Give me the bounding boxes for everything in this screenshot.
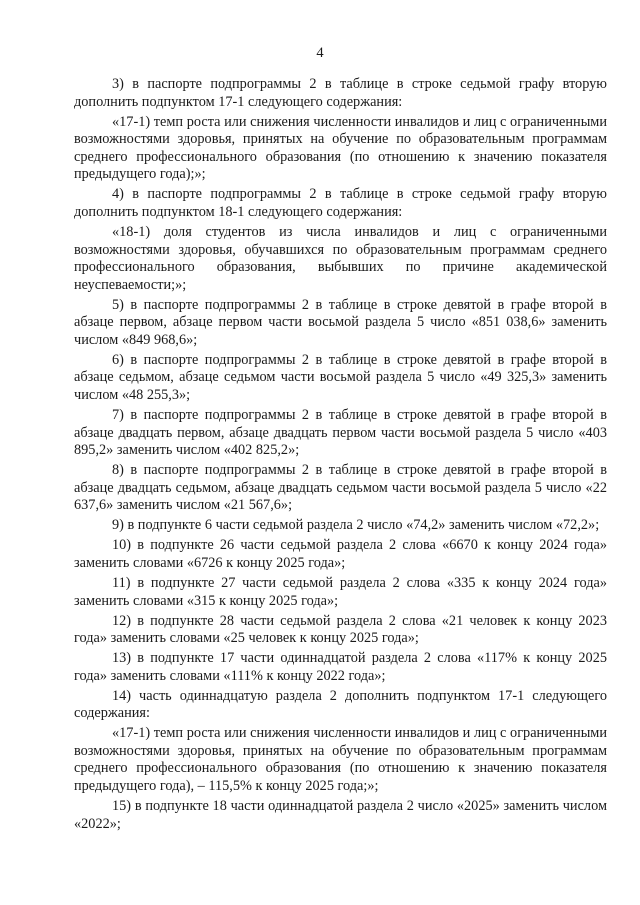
amendment-paragraph-15: 15) в подпункте 18 части одиннадцатой раздела 2 число «2025» заменить числом «2022»; [74,798,607,832]
amendment-paragraph-11: 11) в подпункте 27 части седьмой раздела 2 слова «335 к концу 2024 года» заменить словами «315 к концу 2025 года»; [74,574,607,609]
quoted-subitem-18-1: «18-1) доля студентов из числа инвалидов и лиц с ограниченными возможностями здоровья, обучавшихся по образовательным программам среднего профессионального образования, выбывших по причине академической неуспеваемости;»; [74,223,607,293]
amendment-paragraph-9: 9) в подпункте 6 части седьмой раздела 2 число «74,2» заменить числом «72,2»; [112,517,600,534]
document-body [74,76,607,836]
quoted-subitem-17-1-part-11: «17-1) темп роста или снижения численности инвалидов и лиц с ограниченными возможностями здоровья, принятых на обучение по образовательным программам среднего профессионального образования (по отношению к значению показателя предыдущего года), – 115,5% к концу 2025 года;»; [74,725,607,795]
amendment-paragraph-14: 14) часть одиннадцатую раздела 2 дополнить подпунктом 17-1 следующего содержания: [74,687,607,722]
amendment-paragraph-12: 12) в подпункте 28 части седьмой раздела 2 слова «21 человек к концу 2023 года» заменить словами «25 человек к концу 2025 года»; [74,612,607,647]
amendment-paragraph-7: 7) в паспорте подпрограммы 2 в таблице в строке девятой в графе второй в абзаце двадцать первом, абзаце двадцать первом части восьмой раздела 5 число «403 895,2» заменить числом «402 825,2»; [74,407,607,459]
amendment-paragraph-8: 8) в паспорте подпрограммы 2 в таблице в строке девятой в графе второй в абзаце двадцать седьмом, абзаце двадцать седьмом части восьмой раздела 5 число «22 637,6» заменить числом «21 567,6»; [74,462,607,514]
amendment-paragraph-5: 5) в паспорте подпрограммы 2 в таблице в строке девятой в графе второй в абзаце первом, абзаце первом части восьмой раздела 5 число «851 038,6» заменить числом «849 968,6»; [74,296,607,348]
amendment-paragraph-10: 10) в подпункте 26 части седьмой раздела 2 слова «6670 к концу 2024 года» заменить словами «6726 к концу 2025 года»; [74,537,607,571]
amendment-paragraph-13: 13) в подпункте 17 части одиннадцатой раздела 2 слова «117% к концу 2025 года» заменить словами «111% к концу 2022 года»; [74,650,607,684]
page-number: 4 [316,45,324,61]
amendment-paragraph-6: 6) в паспорте подпрограммы 2 в таблице в строке девятой в графе второй в абзаце седьмом, абзаце седьмом части восьмой раздела 5 число «49 325,3» заменить числом «48 255,3»; [74,351,607,404]
amendment-paragraph-3: 3) в паспорте подпрограммы 2 в таблице в строке седьмой графу вторую дополнить подпунктом 17-1 следующего содержания: [74,76,607,110]
quoted-subitem-17-1: «17-1) темп роста или снижения численности инвалидов и лиц с ограниченными возможностями здоровья, принятых на обучение по образовательным программам среднего профессионального образования (по отношению к значению показателя предыдущего года);»; [74,113,607,183]
amendment-paragraph-4: 4) в паспорте подпрограммы 2 в таблице в строке седьмой графу вторую дополнить подпунктом 18-1 следующего содержания: [74,186,607,220]
